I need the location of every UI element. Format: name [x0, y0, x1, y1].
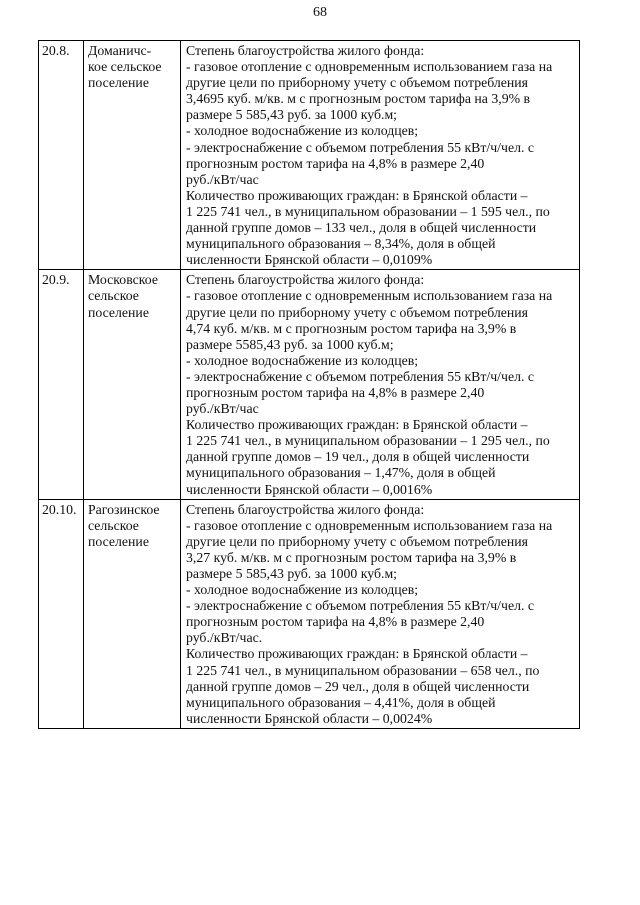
description-line: другие цели по приборному учету с объемом потребления — [186, 304, 529, 320]
description-line: Количество проживающих граждан: в Брянской области – — [186, 646, 528, 662]
settlement-name-line: сельское — [88, 288, 139, 304]
settlement-name — [84, 499, 181, 728]
settlement-name-line: Рагозинское — [88, 501, 160, 517]
description-line: прогнозным ростом тарифа на 4,8% в размере 2,40 — [186, 155, 485, 171]
description-line: - холодное водоснабжение из колодцев; — [186, 582, 419, 598]
table-row — [39, 499, 580, 728]
description-line: размере 5 585,43 руб. за 1000 куб.м; — [186, 107, 398, 123]
description-line: - электроснабжение с объемом потребления 55 кВт/ч/чел. с — [186, 368, 534, 384]
description-line: - электроснабжение с объемом потребления 55 кВт/ч/чел. с — [186, 598, 534, 614]
description-line: другие цели по приборному учету с объемом потребления — [186, 75, 529, 91]
description-line: другие цели по приборному учету с объемом потребления — [186, 533, 529, 549]
description-line: прогнозным ростом тарифа на 4,8% в размере 2,40 — [186, 614, 485, 630]
description-line: прогнозным ростом тарифа на 4,8% в размере 2,40 — [186, 384, 485, 400]
table-row — [39, 41, 580, 270]
settlement-description — [181, 499, 580, 728]
settlement-name-line: поселение — [88, 75, 149, 91]
page-number: 68 — [313, 5, 327, 20]
description-line: руб./кВт/час. — [186, 630, 263, 646]
settlement-name-line: Доманичс- — [88, 43, 152, 58]
description-line: Степень благоустройства жилого фонда: — [186, 501, 425, 517]
description-line: руб./кВт/час — [186, 401, 259, 417]
row-number: 20.9. — [39, 270, 84, 499]
description-line: Количество проживающих граждан: в Брянской области – — [186, 417, 528, 433]
settlement-name — [84, 270, 181, 499]
description-line: размере 5 585,43 руб. за 1000 куб.м; — [186, 566, 398, 581]
description-line: 4,74 куб. м/кв. м с прогнозным ростом тарифа на 3,9% в — [186, 320, 517, 336]
description-line: Степень благоустройства жилого фонда: — [186, 43, 425, 58]
description-line: численности Брянской области – 0,0016% — [186, 481, 433, 497]
description-line: Степень благоустройства жилого фонда: — [186, 272, 425, 288]
description-line: 1 225 741 чел., в муниципальном образовании – 1 295 чел., по — [186, 433, 550, 449]
description-line: муниципального образования – 1,47%, доля в общей — [186, 465, 496, 481]
description-line: муниципального образования – 8,34%, доля в общей — [186, 236, 496, 252]
settlement-name-line: сельское — [88, 517, 139, 533]
description-line: численности Брянской области – 0,0024% — [186, 710, 433, 726]
description-line: данной группе домов – 133 чел., доля в общей численности — [186, 220, 537, 236]
settlement-name — [84, 41, 181, 270]
row-number: 20.10. — [39, 499, 84, 728]
settlements-table — [38, 40, 580, 729]
description-line: 3,4695 куб. м/кв. м с прогнозным ростом тарифа на 3,9% в — [186, 91, 531, 107]
settlement-name-line: поселение — [88, 533, 149, 549]
settlement-name-line: Московское — [88, 272, 158, 288]
description-line: 1 225 741 чел., в муниципальном образовании – 658 чел., по — [186, 662, 540, 678]
description-line: данной группе домов – 19 чел., доля в общей численности — [186, 449, 530, 465]
description-line: - электроснабжение с объемом потребления 55 кВт/ч/чел. с — [186, 139, 534, 155]
settlement-name-line: кое сельское — [88, 59, 162, 75]
row-number: 20.8. — [39, 41, 84, 270]
description-line: - газовое отопление с одновременным использованием газа на — [186, 517, 553, 533]
description-line: руб./кВт/час — [186, 171, 259, 187]
description-line: 3,27 куб. м/кв. м с прогнозным ростом тарифа на 3,9% в — [186, 549, 517, 565]
description-line: численности Брянской области – 0,0109% — [186, 252, 433, 268]
description-line: - газовое отопление с одновременным использованием газа на — [186, 288, 553, 304]
description-line: Количество проживающих граждан: в Брянской области – — [186, 187, 528, 203]
description-line: муниципального образования – 4,41%, доля в общей — [186, 694, 496, 710]
settlement-description — [181, 41, 580, 270]
settlement-name-line: поселение — [88, 304, 149, 320]
description-line: - газовое отопление с одновременным использованием газа на — [186, 59, 553, 75]
description-line: размере 5585,43 руб. за 1000 куб.м; — [186, 336, 394, 352]
description-line: - холодное водоснабжение из колодцев; — [186, 123, 419, 139]
table-row — [39, 270, 580, 499]
description-line: данной группе домов – 29 чел., доля в общей численности — [186, 678, 530, 694]
settlement-description — [181, 270, 580, 499]
description-line: - холодное водоснабжение из колодцев; — [186, 352, 419, 368]
description-line: 1 225 741 чел., в муниципальном образовании – 1 595 чел., по — [186, 203, 550, 219]
